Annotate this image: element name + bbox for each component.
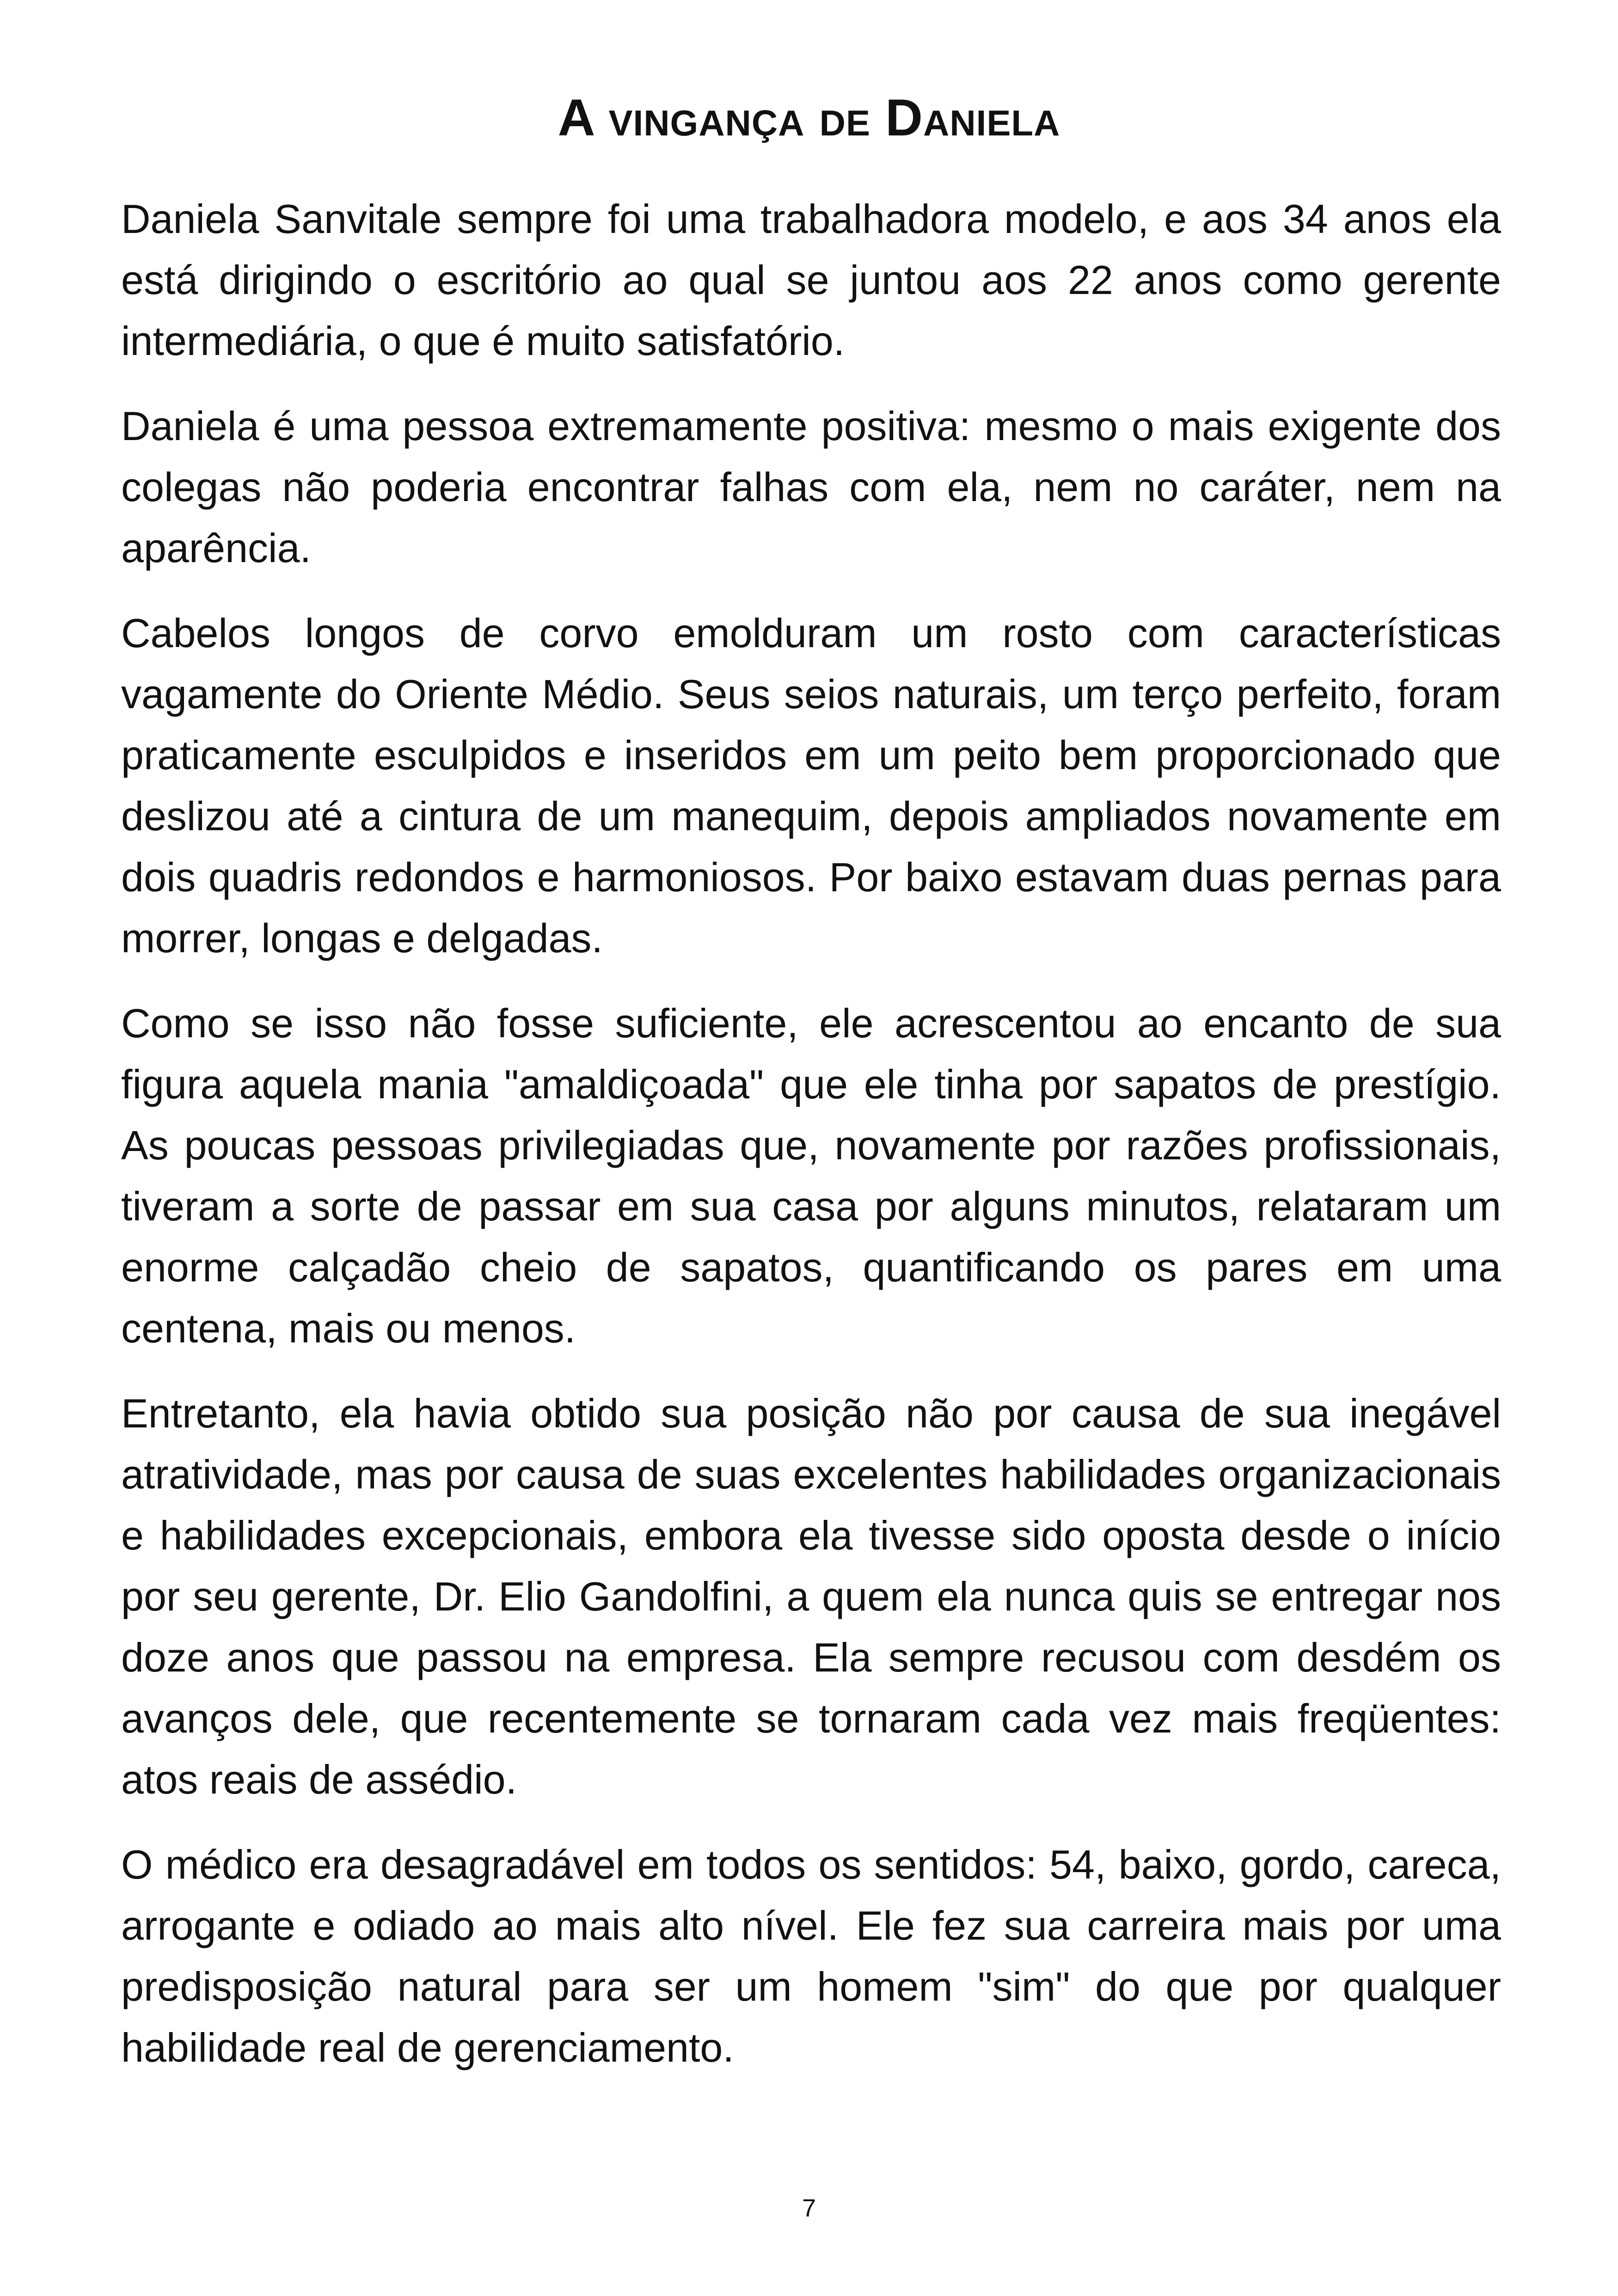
chapter-title: A vingança de Daniela bbox=[558, 89, 1060, 147]
paragraph: Daniela Sanvitale sempre foi uma trabalhadora modelo, e aos 34 anos ela está dirigindo o escritório ao qual se juntou aos 22 anos como gerente intermediária, o que é muito satisfatório. bbox=[121, 196, 1501, 364]
paragraph: Cabelos longos de corvo emolduram um rosto com características vagamente do Oriente Médio. Seus seios naturais, um terço perfeito, foram praticamente esculpidos e inseridos em um peito bem proporcionado que deslizou até a cintura de um manequim, depois ampliados novamente em dois quadris redondos e harmoniosos. Por baixo estavam duas pernas para morrer, longas e delgadas. bbox=[121, 610, 1501, 961]
paragraph: Entretanto, ela havia obtido sua posição não por causa de sua inegável atratividade, mas por causa de suas excelentes habilidades organizacionais e habilidades excepcionais, embora ela tivesse sido oposta desde o início por seu gerente, Dr. Elio Gandolfini, a quem ela nunca quis se entregar nos doze anos que passou na empresa. Ela sempre recusou com desdém os avanços dele, que recentemente se tornaram cada vez mais freqüentes: atos reais de assédio. bbox=[121, 1390, 1501, 1802]
body-text bbox=[121, 189, 1501, 2102]
page-number: 7 bbox=[802, 2194, 816, 2222]
paragraph: O médico era desagradável em todos os sentidos: 54, baixo, gordo, careca, arrogante e odiado ao mais alto nível. Ele fez sua carreira mais por uma predisposição natural para ser um homem "sim" do que por qualquer habilidade real de gerenciamento. bbox=[121, 1842, 1501, 2070]
paragraph: Como se isso não fosse suficiente, ele acrescentou ao encanto de sua figura aquela mania "amaldiçoada" que ele tinha por sapatos de prestígio. As poucas pessoas privilegiadas que, novamente por razões profissionais, tiveram a sorte de passar em sua casa por alguns minutos, relataram um enorme calçadão cheio de sapatos, quantificando os pares em uma centena, mais ou menos. bbox=[121, 1000, 1501, 1351]
paragraph: Daniela é uma pessoa extremamente positiva: mesmo o mais exigente dos colegas não poderia encontrar falhas com ela, nem no caráter, nem na aparência. bbox=[121, 403, 1501, 571]
